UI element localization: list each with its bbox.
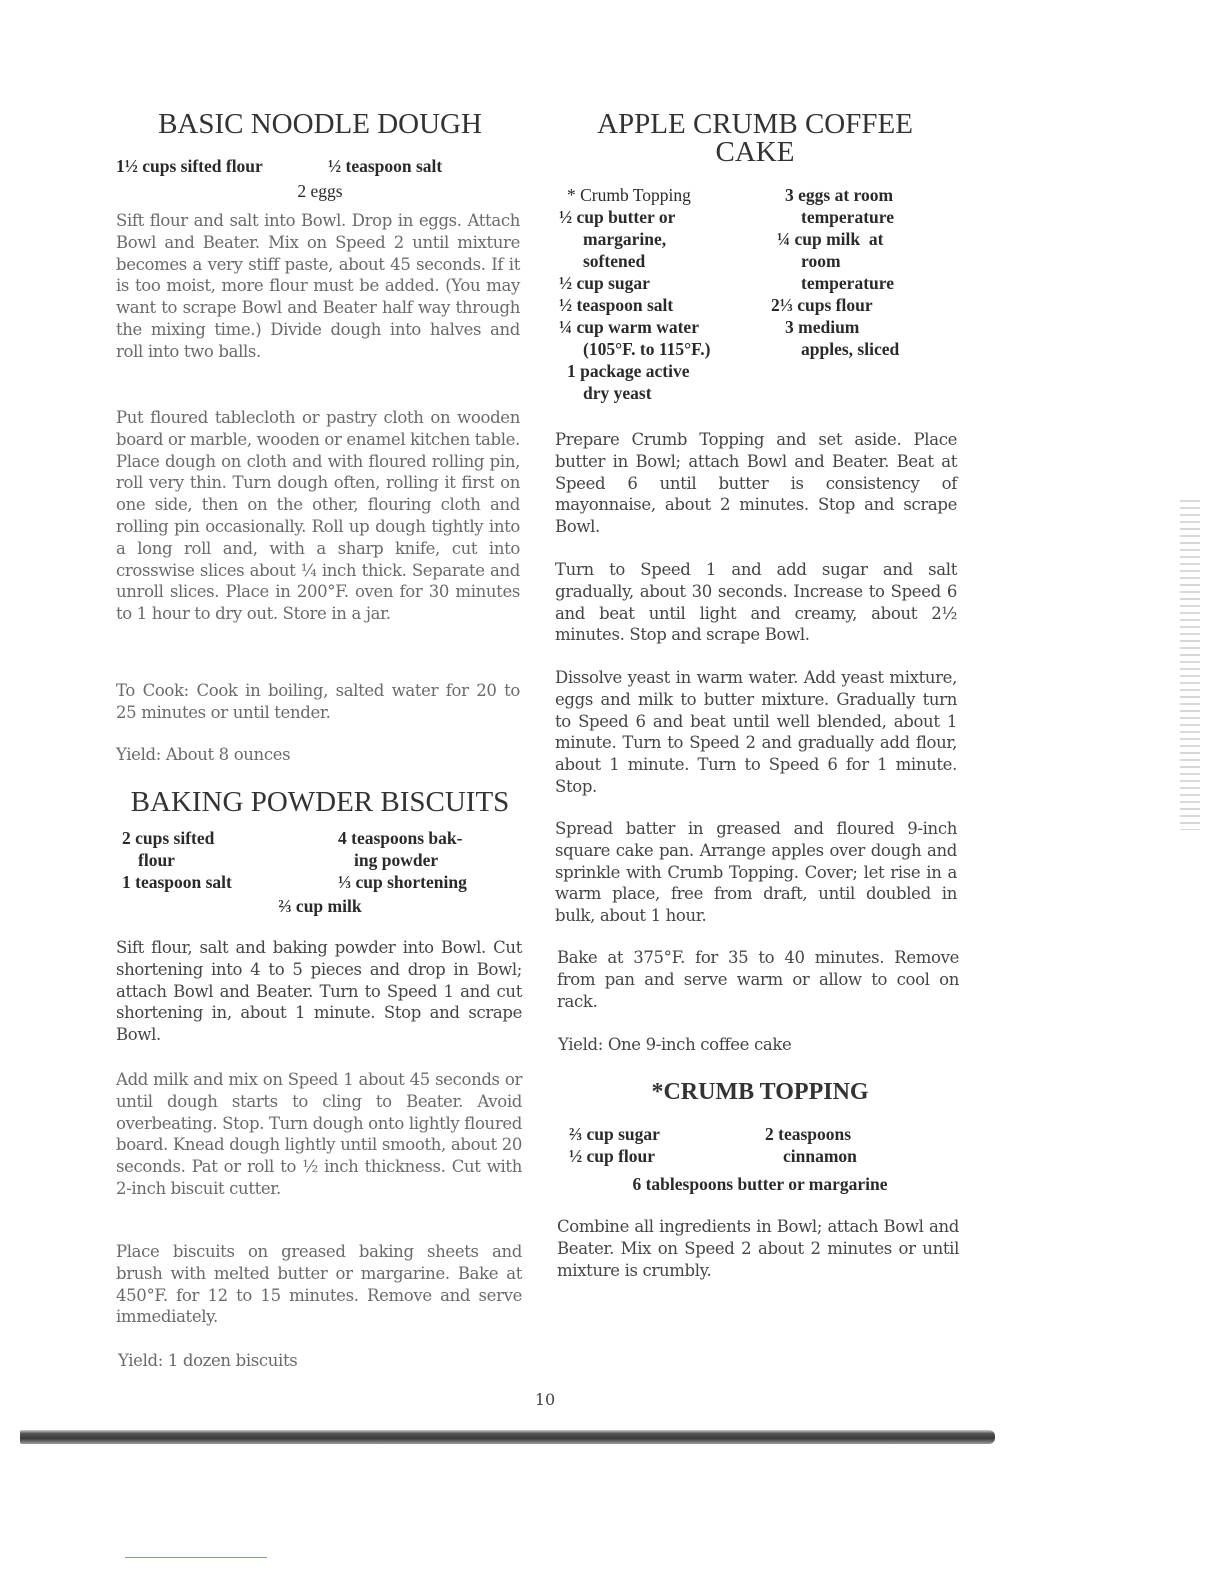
coffee-title bbox=[550, 110, 960, 166]
noodle-yield: Yield: About 8 ounces bbox=[116, 745, 291, 764]
coffee-ingredients-left bbox=[559, 184, 769, 404]
coffee-ingredient: dry yeast bbox=[583, 383, 652, 403]
noodle-paragraph: Put floured tablecloth or pastry cloth on wooden board or marble, wooden or enamel kitchen table. Place dough on cloth and with floured rolling pin, roll very thin. Turn dough often, rolling it first on one side, then on the other, flouring cloth and rolling pin occasionally. Roll up dough tightly into a long roll and, with a sharp knife, cut into crosswise slices about ¼ inch thick. Separate and unroll slices. Place in 200°F. oven for 30 minutes to 1 hour to dry out. Store in a jar. bbox=[116, 408, 520, 624]
coffee-ingredient: (105°F. to 115°F.) bbox=[583, 339, 711, 359]
biscuits-ingredients-right bbox=[338, 827, 528, 893]
crumb-ingredients-left bbox=[569, 1123, 759, 1167]
coffee-ingredient: 3 eggs at room bbox=[785, 185, 894, 205]
coffee-ingredient: ½ teaspoon salt bbox=[559, 295, 674, 315]
biscuits-ingredient: ing powder bbox=[354, 850, 439, 870]
coffee-ingredient: apples, sliced bbox=[801, 339, 900, 359]
coffee-title-line: APPLE CRUMB COFFEE bbox=[597, 108, 913, 140]
biscuits-ingredient: 1 teaspoon salt bbox=[122, 872, 232, 892]
coffee-ingredient: * Crumb Topping bbox=[567, 185, 691, 205]
biscuits-ingredient: 4 teaspoons bak- bbox=[338, 828, 463, 848]
coffee-ingredient: margarine, bbox=[583, 229, 667, 249]
crumb-ingredients-right bbox=[765, 1123, 955, 1167]
coffee-paragraph: Spread batter in greased and floured 9-inch square cake pan. Arrange apples over dough and sprinkle with Crumb Topping. Cover; let rise in a warm place, free from draft, until doubled in bulk, about 1 hour. bbox=[555, 819, 957, 926]
biscuits-ingredients-left bbox=[122, 827, 322, 893]
noodle-paragraph: To Cook: Cook in boiling, salted water for 20 to 25 minutes or until tender. bbox=[116, 681, 520, 722]
scan-bottom-bar bbox=[20, 1430, 995, 1444]
coffee-ingredient: ½ cup butter or bbox=[559, 207, 676, 227]
biscuits-ingredient: ⅔ cup milk bbox=[278, 896, 362, 916]
coffee-ingredient: ¼ cup warm water bbox=[559, 317, 699, 337]
coffee-ingredient: temperature bbox=[801, 207, 894, 227]
coffee-ingredients-right bbox=[771, 184, 971, 360]
noodle-ingredient: 2 eggs bbox=[297, 181, 343, 201]
biscuits-ingredient: 2 cups sifted bbox=[122, 828, 215, 848]
biscuits-yield: Yield: 1 dozen biscuits bbox=[118, 1351, 298, 1370]
scan-edge-noise bbox=[1180, 500, 1200, 830]
coffee-ingredient: softened bbox=[583, 251, 646, 271]
biscuits-title: BAKING POWDER BISCUITS bbox=[130, 786, 510, 818]
noodle-paragraph: Sift flour and salt into Bowl. Drop in eggs. Attach Bowl and Beater. Mix on Speed 2 until mixture becomes a very stiff paste, about 45 seconds. If it is too moist, more flour must be added. (You may want to scrape Bowl and Beater half way through the mixing time.) Divide dough into halves and roll into two balls. bbox=[116, 211, 520, 361]
noodle-ingredient: ½ teaspoon salt bbox=[328, 156, 443, 176]
biscuits-ingredient: ⅓ cup shortening bbox=[338, 872, 467, 892]
noodle-title: BASIC NOODLE DOUGH bbox=[158, 108, 482, 140]
coffee-ingredient: 3 medium bbox=[785, 317, 860, 337]
crumb-ingredient: 2 teaspoons bbox=[765, 1124, 852, 1144]
coffee-ingredient: temperature bbox=[801, 273, 894, 293]
page-number: 10 bbox=[534, 1390, 556, 1409]
crumb-ingredient: 6 tablespoons butter or margarine bbox=[632, 1174, 888, 1194]
coffee-paragraph: Dissolve yeast in warm water. Add yeast mixture, eggs and milk to butter mixture. Gradually turn to Speed 6 and beat until well blended, about 1 minute. Turn to Speed 2 and gradually add flour, about 1 minute. Turn to Speed 6 for 1 minute. Stop. bbox=[555, 668, 957, 796]
coffee-title-line: CAKE bbox=[715, 136, 795, 168]
crumb-ingredient: cinnamon bbox=[783, 1146, 857, 1166]
biscuits-ingredient: flour bbox=[138, 850, 175, 870]
biscuits-paragraph: Add milk and mix on Speed 1 about 45 seconds or until dough starts to cling to Beater. Avoid overbeating. Stop. Turn dough onto lightly floured board. Knead dough lightly until smooth, about 20 seconds. Pat or roll to ½ inch thickness. Cut with 2-inch biscuit cutter. bbox=[116, 1070, 522, 1198]
coffee-ingredient: ½ cup sugar bbox=[559, 273, 650, 293]
coffee-paragraph: Bake at 375°F. for 35 to 40 minutes. Remove from pan and serve warm or allow to cool on rack. bbox=[557, 948, 959, 1011]
crumb-ingredient: ⅔ cup sugar bbox=[569, 1124, 660, 1144]
biscuits-paragraph: Sift flour, salt and baking powder into Bowl. Cut shortening into 4 to 5 pieces and drop in Bowl; attach Bowl and Beater. Turn to Speed 1 and cut shortening in, about 1 minute. Stop and scrape Bowl. bbox=[116, 938, 522, 1045]
coffee-yield: Yield: One 9-inch coffee cake bbox=[558, 1035, 792, 1054]
coffee-ingredient: room bbox=[801, 251, 841, 271]
scan-bottom-line bbox=[125, 1557, 267, 1558]
biscuits-paragraph: Place biscuits on greased baking sheets and brush with melted butter or margarine. Bake at 450°F. for 12 to 15 minutes. Remove and serve immediately. bbox=[116, 1242, 522, 1327]
coffee-ingredient: 2⅓ cups flour bbox=[771, 295, 873, 315]
coffee-ingredient: ¼ cup milk at bbox=[777, 229, 884, 249]
coffee-paragraph: Prepare Crumb Topping and set aside. Place butter in Bowl; attach Bowl and Beater. Beat at Speed 6 until butter is consistency of mayonnaise, about 2 minutes. Stop and scrape Bowl. bbox=[555, 430, 957, 537]
coffee-ingredient: 1 package active bbox=[567, 361, 690, 381]
crumb-paragraph: Combine all ingredients in Bowl; attach Bowl and Beater. Mix on Speed 2 about 2 minutes or until mixture is crumbly. bbox=[557, 1217, 959, 1280]
noodle-ingredient: 1½ cups sifted flour bbox=[116, 156, 263, 176]
crumb-ingredient: ½ cup flour bbox=[569, 1146, 656, 1166]
crumb-title: *CRUMB TOPPING bbox=[651, 1079, 869, 1105]
coffee-paragraph: Turn to Speed 1 and add sugar and salt gradually, about 30 seconds. Increase to Speed 6 and beat until light and creamy, about 2½ minutes. Stop and scrape Bowl. bbox=[555, 560, 957, 645]
